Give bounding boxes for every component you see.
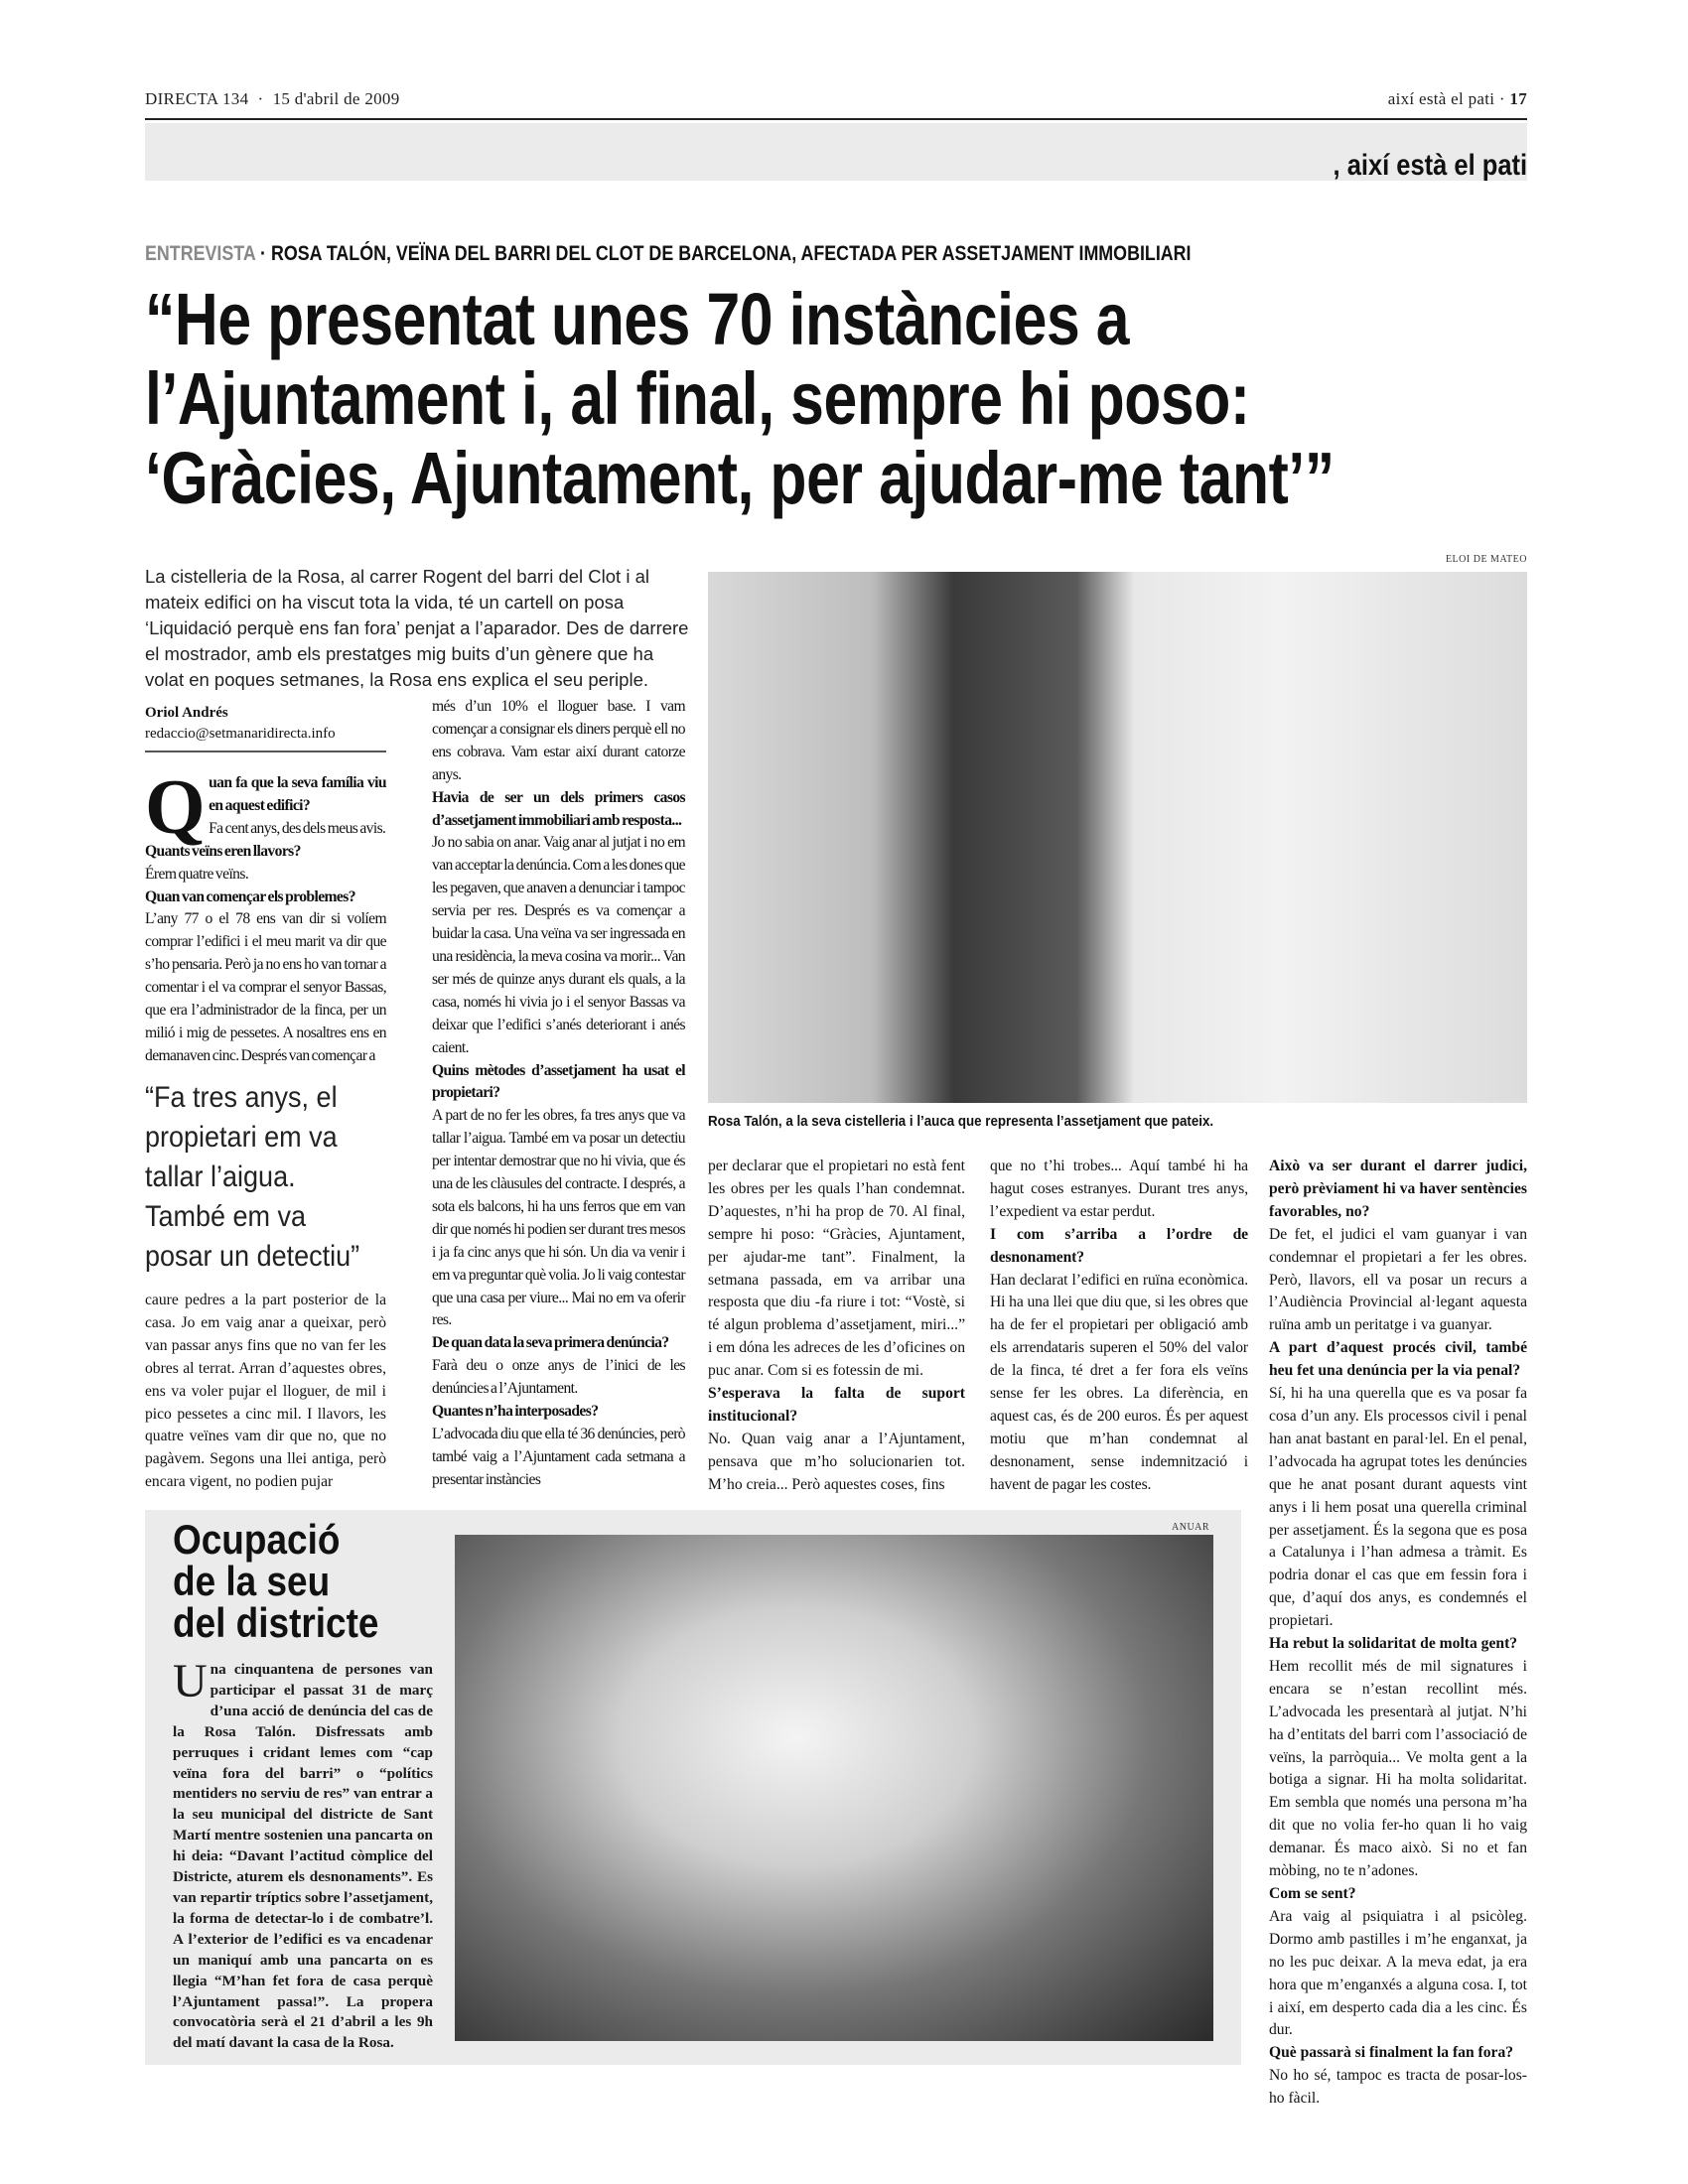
interview-question: Això va ser durant el darrer judici, però prèviament hi va haver sentències favorables, no? [1269, 1158, 1527, 1220]
column-2 [432, 696, 685, 1492]
kicker-label: ENTREVISTA [145, 242, 256, 265]
photo-credit: ELOI DE MATEO [1445, 554, 1527, 565]
interview-question: Quan van començar els problemes? [145, 887, 355, 905]
main-photo [708, 572, 1527, 1103]
interview-answer: Fa cent anys, des dels meus avis. [209, 819, 386, 837]
interview-answer: Farà deu o onze anys de l’inici de les denúncies a l’Ajuntament. [432, 1357, 685, 1398]
interview-answer: Jo no sabia on anar. Vaig anar al jutjat i no em van acceptar la denúncia. Com a les dones que les pegaven, que anaven a denunciar i tampoc servia per res. Després es va començar a buidar la casa. Una veïna va ser ingressada en una residència, la meva cosina va morir... Van ser més de quinze anys durant els quals, a la casa, només hi vivia jo i el senyor Bassas va deixar que l’edifici s’anés deteriorant i anés caient. [432, 834, 685, 1056]
interview-question: Havia de ser un dels primers casos d’assetjament immobiliari amb resposta... [432, 788, 685, 829]
headline-line: “He presentat unes 70 instàncies a [145, 278, 1130, 360]
sidebar-title [173, 1516, 379, 1646]
interview-question: De quan data la seva primera denúncia? [432, 1334, 669, 1352]
interview-question: Quantes n’ha interposades? [432, 1403, 599, 1421]
kicker-separator: · [255, 242, 271, 265]
interview-answer: Ara vaig al psiquiatra i al psicòleg. Dormo amb pastilles i m’he enganxat, ja no les puc deixar. A la meva edat, ja era hora que m’enganxés a alguna cosa. I, tot i així, em desperto cada dia a les cinc. És dur. [1269, 1907, 1527, 2039]
interview-question: Ha rebut la solidaritat de molta gent? [1269, 1635, 1518, 1653]
interview-answer: L’any 77 o el 78 ens van dir si volíem comprar l’edifici i el meu marit va dir que s’ho pensaria. Però ja no ens ho van tornar a comentar i el va comprar el senyor Bassas, que era l’administrador de la finca, per un milió i mig de pessetes. A nosaltres ens en demanaven cinc. Després van començar a [145, 910, 386, 1064]
column-1-top [145, 763, 386, 1068]
sidebar-title-line: de la seu [173, 1558, 331, 1604]
author-name: Oriol Andrés [145, 705, 228, 721]
drop-cap: U [173, 1655, 208, 1707]
column-4 [990, 1156, 1248, 1497]
interview-question: uan fa que la seva família viu en aquest edifici? [209, 774, 386, 814]
interview-answer: A part de no fer les obres, fa tres anys que va tallar l’aigua. També em va posar un detectiu per intentar demostrar que no hi vivia, que és una de les clàusules del contracte. I després, a sota els balcons, hi ha uns ferros que em van dir que només hi podien ser durant tres mesos i ja fa cinc anys que hi són. Un dia va venir i em va preguntar què volia. Jo li vaig contestar que una casa per viure... Mai no em va oferir res. [432, 1107, 685, 1329]
interview-answer: per declarar que el propietari no està fent les obres per les quals l’han condemnat. D’aquestes, n’hi ha prop de 70. Al final, sempre hi poso: “Gràcies, Ajuntament, per ajudar-me tant”. Finalment, la setmana passada, em va arribar una resposta que diu -fa riure i tot: “Vostè, si té algun problema d’assetjament, miri...” i em dóna les adreces de les d’oficines on puc anar. Com si es fotessin de mi. [708, 1158, 965, 1380]
headline-line: ‘Gràcies, Ajuntament, per ajudar-me tant’” [145, 437, 1335, 519]
folio-left [145, 89, 400, 109]
interview-answer: Hem recollit més de mil signatures i encara se n’estan recollint més. L’advocada les presentarà al jutjat. N’hi ha d’entitats del barri com l’associació de veïns, la parròquia... Ve molta gent a la botiga a signar. Hi ha molta solidaritat. Em sembla que només una persona m’ha dit que no volia fer-ho quan li ho vaig demanar. És maco això. Si no et fan mòbing, no te n’adones. [1269, 1657, 1527, 1880]
interview-question: Com se sent? [1269, 1885, 1356, 1902]
interview-answer: més d’un 10% el lloguer base. I vam començar a consignar els diners perquè ell no ens cobrava. Vam estar així durant catorze anys. [432, 698, 685, 783]
section-name: així està el pati [1387, 89, 1495, 108]
interview-answer: No ho sé, tampoc es tracta de posar-los-ho fàcil. [1269, 2067, 1527, 2108]
interview-question: A part d’aquest procés civil, també heu fet una denúncia per la via penal? [1269, 1339, 1527, 1380]
sidebar-title-line: Ocupació [173, 1516, 341, 1563]
interview-answer: L’advocada diu que ella té 36 denúncies, però també vaig a l’Ajuntament cada setmana a presentar instàncies [432, 1426, 685, 1488]
author-email[interactable]: redaccio@setmanaridirecta.info [145, 726, 336, 742]
sidebar-title-line: del districte [173, 1599, 379, 1646]
column-5 [1269, 1156, 1527, 2111]
issue-date: 15 d'abril de 2009 [272, 89, 400, 108]
standfirst: La cistelleria de la Rosa, al carrer Rogent del barri del Clot i al mateix edifici on ha viscut tota la vida, té un cartell on posa ‘Liquidació perquè ens fan fora’ penjat a l’aparador. Des de darrere el mostrador, amb els prestatges mig buits d’un gènere que ha volat en poques setmanes, la Rosa ens explica el seu periple. [145, 566, 689, 690]
column-3 [708, 1156, 965, 1497]
publication-issue: DIRECTA 134 [145, 89, 249, 108]
page-number: 17 [1509, 89, 1527, 108]
interview-answer: De fet, el judici el vam guanyar i van condemnar el propietari a fer les obres. Però, llavors, ell va posar un recurs a l’Audiència Provincial al·legant aquesta ruïna amb un peritatge i va guanyar. [1269, 1225, 1527, 1334]
interview-answer: No. Quan vaig anar a l’Ajuntament, pensava que m’ho solucionarien tot. M’ho creia... Però aquestes coses, fins [708, 1430, 965, 1493]
byline [145, 703, 386, 752]
interview-question: Quants veïns eren llavors? [145, 842, 301, 860]
sidebar-photo-credit: ANUAR [1172, 1522, 1210, 1533]
sidebar-body [173, 1655, 433, 2054]
sidebar-text: na cinquantena de persones van participar el passat 31 de març d’una acció de denúncia del cas de la Rosa Talón. Disfressats amb perruques i cridant lemes com “cap veïna fora del barri” o “polítics mentiders no serviu de res” van entrar a la seu municipal del districte de Sant Martí mentre sostenien una pancarta on hi deia: “Davant l’actitud còmplice del Districte, aturem els desnonaments”. Es van repartir tríptics sobre l’assetjament, la forma de detectar-lo i de combatre’l. A l’exterior de l’edifici es va encadenar un maniquí amb una pancarta on es llegia “M’han fet fora de casa perquè l’Ajuntament passa!”. La propera convocatòria serà el 21 d’abril a les 9h del matí davant la casa de la Rosa. [173, 1661, 433, 2052]
drop-cap: Q [145, 763, 206, 850]
folio-separator: · [257, 89, 264, 108]
folio-separator: · [1498, 89, 1505, 108]
photo-caption: Rosa Talón, a la seva cistelleria i l’auca que representa l’assetjament que pateix. [708, 1114, 1214, 1130]
interview-question: Quins mètodes d’assetjament ha usat el propietari? [432, 1061, 685, 1102]
interview-answer: Érem quatre veïns. [145, 865, 249, 883]
section-band [145, 123, 1527, 181]
interview-answer: Sí, hi ha una querella que es va posar fa cosa d’un any. Els processos civil i penal han anat bastant en paral·lel. En el penal, l’advocada ha agrupat totes les denúncies que he anat posant durant aquests vint anys i li hem posat una querella criminal per assetjament. És la segona que es posa a Catalunya i l’han admesa a tràmit. Es podria donar el cas que em fessin fora i que, d’aquí dos anys, es condemnés el propietari. [1269, 1385, 1527, 1630]
pull-quote: “Fa tres anys, el propietari em va tallar l’aigua. També em va posar un detectiu” [145, 1081, 360, 1273]
column-1-bottom [145, 1290, 386, 1494]
interview-question: Què passarà si finalment la fan fora? [1269, 2044, 1514, 2062]
folio-right [1388, 89, 1527, 109]
kicker-text: ROSA TALÓN, VEÏNA DEL BARRI DEL CLOT DE BARCELONA, AFECTADA PER ASSETJAMENT IMMOBILIARI [270, 242, 1192, 265]
interview-question: I com s’arriba a l’ordre de desnonament? [990, 1225, 1248, 1266]
header-rule [145, 118, 1527, 120]
section-banner: , així està el pati [1333, 149, 1527, 182]
headline [145, 280, 1358, 518]
interview-answer: Han declarat l’edifici en ruïna econòmica. Hi ha una llei que diu que, si les obres que ha de fer el propietari per obligació amb els arrendataris superen el 50% del valor de la finca, té dret a fer fora els veïns sense fer les obres. La diferència, en aquest cas, és de 200 euros. És per aquest motiu que m’han condemnat al desnonament, sense indemnització i havent de pagar les costes. [990, 1271, 1248, 1493]
kicker [145, 242, 1192, 266]
headline-line: l’Ajuntament i, al final, sempre hi poso: [145, 357, 1250, 440]
interview-answer: que no t’hi trobes... Aquí també hi ha hagut coses estranyes. Durant tres anys, l’expedient va estar perdut. [990, 1158, 1248, 1220]
protest-photo [455, 1535, 1213, 2041]
interview-question: S’esperava la falta de suport institucional? [708, 1385, 965, 1425]
interview-answer: caure pedres a la part posterior de la casa. Jo em vaig anar a queixar, però van passar anys fins que no van fer les obres al terrat. Arran d’aquestes obres, ens va voler pujar el lloguer, de mil i pico pessetes a cinc mil. I llavors, les quatre veïnes vam dir que no, que no pagàvem. Segons una llei antiga, però encara vigent, no podien pujar [145, 1292, 386, 1491]
